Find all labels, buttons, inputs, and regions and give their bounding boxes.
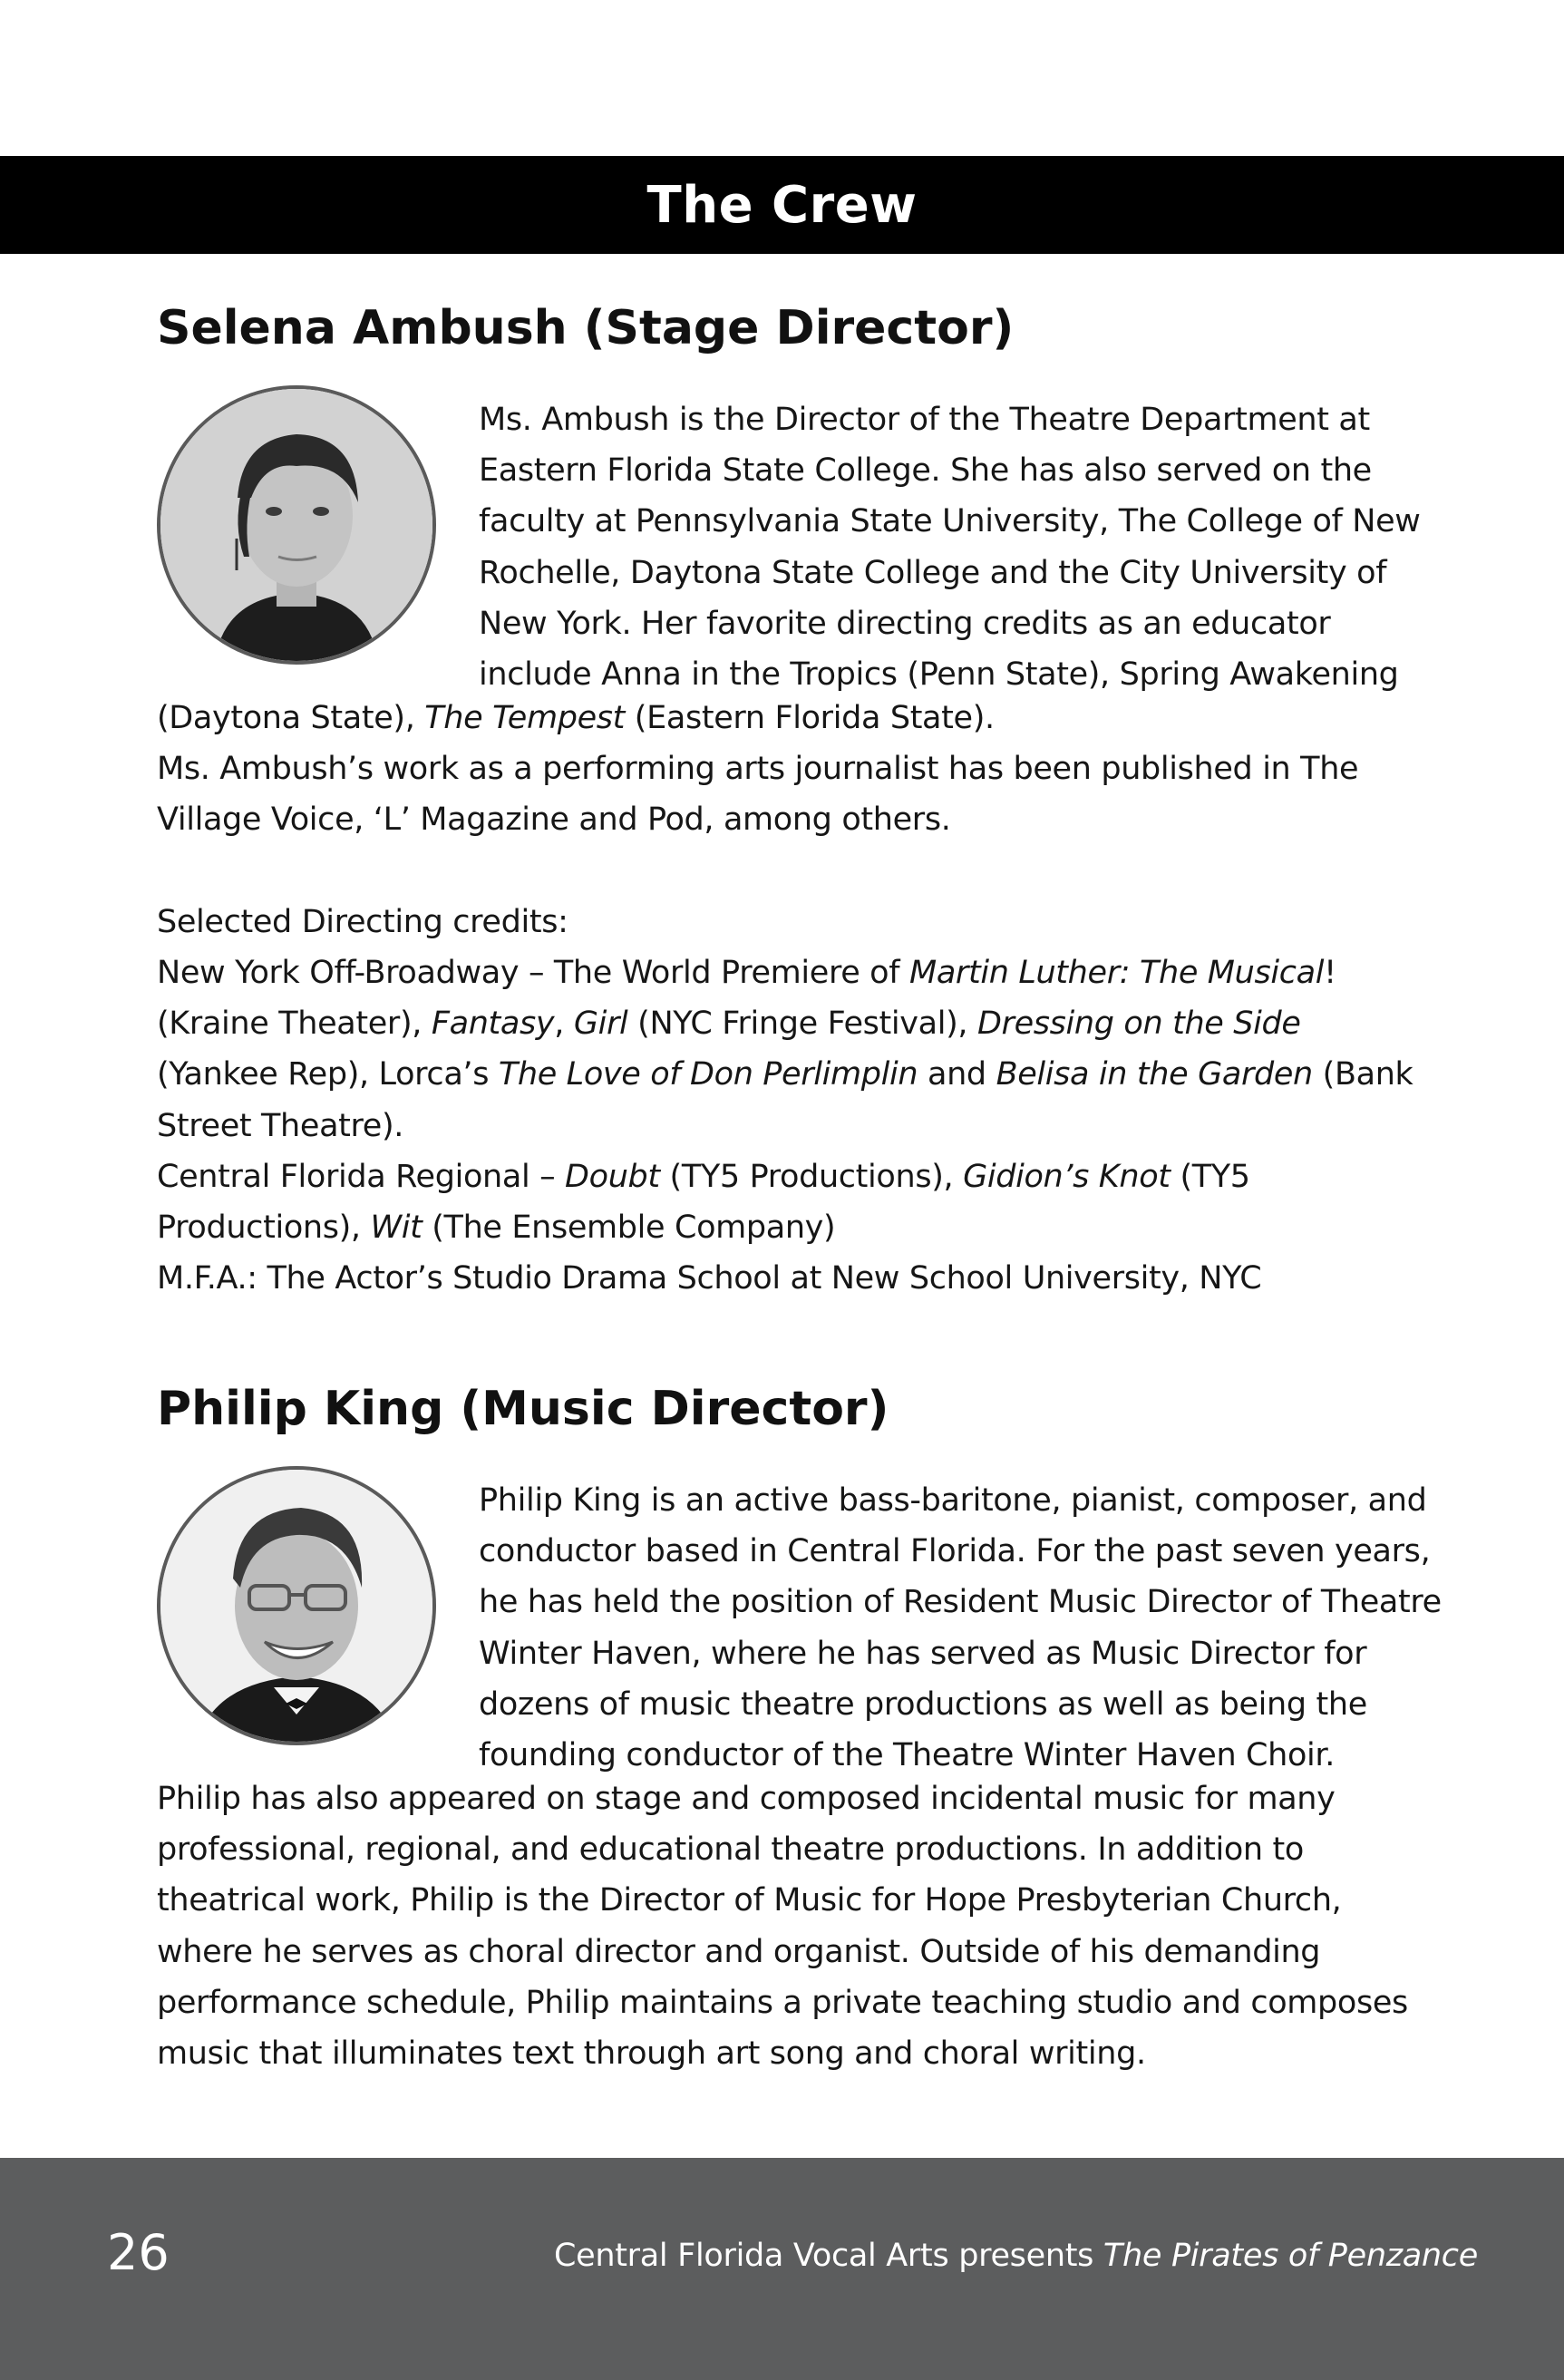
bio-line: theatrical work, Philip is the Director of Music for Hope Presbyterian Church, <box>157 1882 1342 1919</box>
page-number: 26 <box>107 2224 170 2281</box>
credit-line: Street Theatre). <box>157 1107 404 1144</box>
crew-heading-selena-ambush: Selena Ambush (Stage Director) <box>157 301 1015 355</box>
bio-line: Philip King is an active bass-baritone, pianist, composer, and <box>479 1482 1427 1519</box>
bio-line: Ms. Ambush’s work as a performing arts journalist has been published in The <box>157 751 1359 788</box>
title-banner <box>0 156 1564 254</box>
bio-line: New York. Her favorite directing credits as an educator <box>479 605 1331 642</box>
blank-line <box>157 846 1413 897</box>
bio-full-selena-ambush <box>157 693 1413 1304</box>
bio-line: include Anna in the Tropics (Penn State), Spring Awakening <box>479 656 1399 693</box>
credit-line: Productions), Wit (The Ensemble Company) <box>157 1209 836 1246</box>
bio-line: Ms. Ambush is the Director of the Theatre Department at <box>479 402 1370 438</box>
footer-presenter: Central Florida Vocal Arts presents <box>553 2238 1103 2274</box>
portrait-philip-king <box>157 1466 436 1745</box>
credit-line: M.F.A.: The Actor’s Studio Drama School at New School University, NYC <box>157 1260 1262 1297</box>
bio-line: dozens of music theatre productions as well as being the <box>479 1685 1367 1723</box>
bio-line: professional, regional, and educational theatre productions. In addition to <box>157 1831 1304 1869</box>
portrait-illustration <box>160 389 432 661</box>
bio-line: performance schedule, Philip maintains a private teaching studio and composes <box>157 1984 1408 2021</box>
bio-line: Philip has also appeared on stage and composed incidental music for many <box>157 1781 1336 1817</box>
credit-line: (Yankee Rep), Lorca’s The Love of Don Perlimplin and Belisa in the Garden (Bank <box>157 1056 1413 1093</box>
bio-line: Rochelle, Daytona State College and the City University of <box>479 554 1387 591</box>
bio-line: music that illuminates text through art song and choral writing. <box>157 2035 1146 2072</box>
bio-full-philip-king <box>157 1773 1408 2079</box>
credits-label: Selected Directing credits: <box>157 903 568 940</box>
credit-line: New York Off-Broadway – The World Premiere of Martin Luther: The Musical! <box>157 954 1336 991</box>
bio-line: faculty at Pennsylvania State University, The College of New <box>479 503 1421 540</box>
bio-line: where he serves as choral director and organist. Outside of his demanding <box>157 1933 1321 1970</box>
bio-line: Village Voice, ‘L’ Magazine and Pod, among others. <box>157 801 951 839</box>
bio-line: conductor based in Central Florida. For the past seven years, <box>479 1533 1431 1570</box>
bio-line: Eastern Florida State College. She has also served on the <box>479 452 1372 490</box>
page-title: The Crew <box>646 175 918 235</box>
footer-show-title: The Pirates of Penzance <box>1103 2238 1478 2274</box>
page-footer <box>0 2158 1564 2380</box>
bio-line: (Daytona State), The Tempest (Eastern Florida State). <box>157 700 995 736</box>
bio-wrap-philip-king <box>479 1475 1442 1781</box>
bio-line: he has held the position of Resident Music Director of Theatre <box>479 1584 1442 1621</box>
bio-line: Winter Haven, where he has served as Music Director for <box>479 1635 1367 1672</box>
footer-caption <box>554 2238 1478 2274</box>
bio-line: founding conductor of the Theatre Winter Haven Choir. <box>479 1736 1336 1773</box>
credit-line: Central Florida Regional – Doubt (TY5 Productions), Gidion’s Knot (TY5 <box>157 1158 1250 1195</box>
crew-heading-philip-king: Philip King (Music Director) <box>157 1382 889 1436</box>
portrait-selena-ambush <box>157 385 436 665</box>
credit-line: (Kraine Theater), Fantasy, Girl (NYC Fringe Festival), Dressing on the Side <box>157 1005 1301 1043</box>
portrait-illustration <box>160 1470 432 1742</box>
bio-wrap-selena-ambush <box>479 394 1421 700</box>
